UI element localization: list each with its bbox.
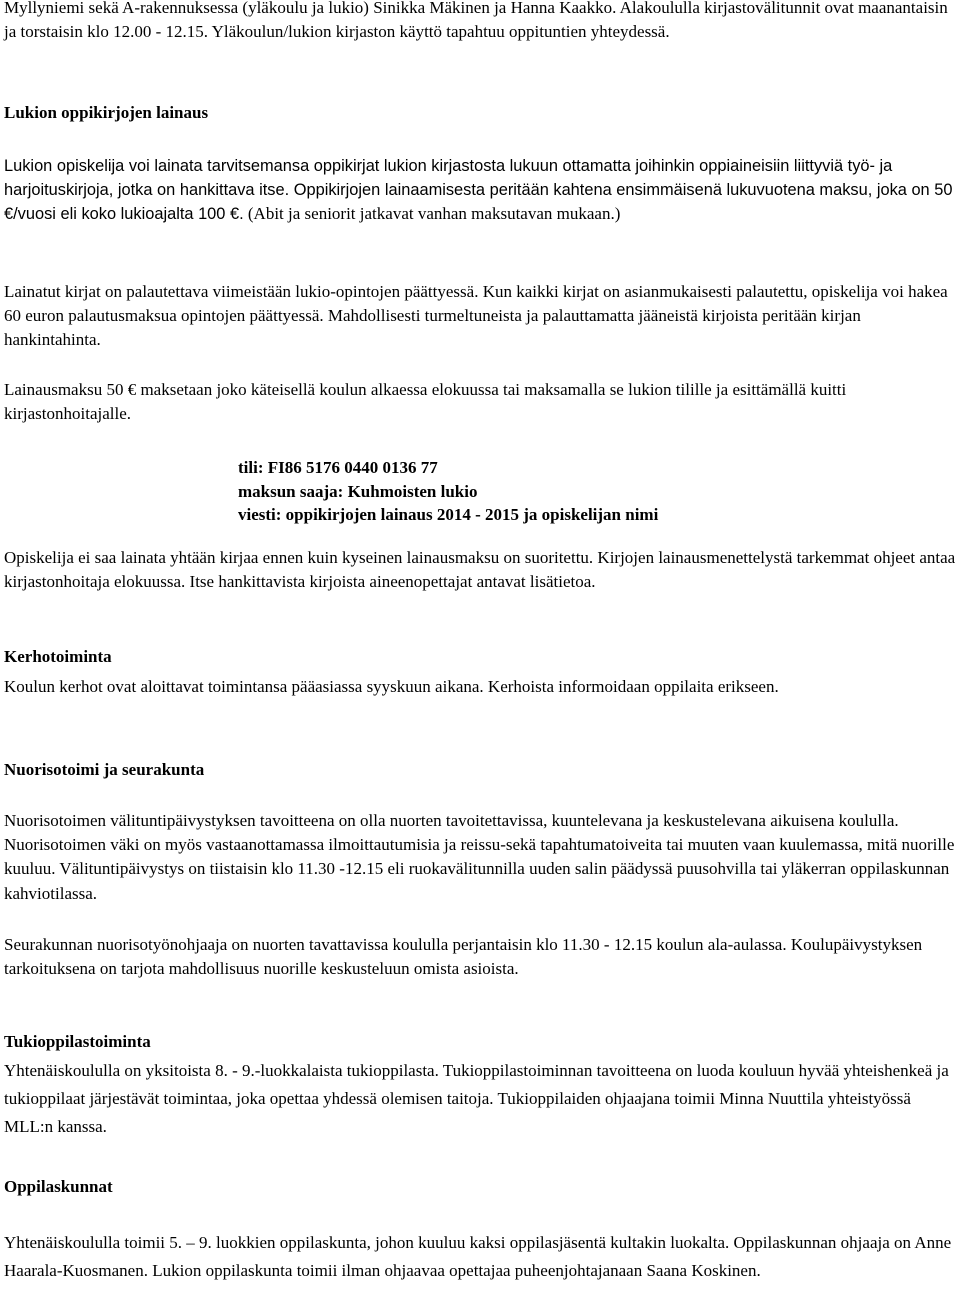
youth-paragraph-2: Seurakunnan nuorisotyönohjaaja on nuorten tavattavissa koululla perjantaisin klo 11.30 - 12.15 koulun ala-aulassa. Koulupäivystyksen tarkoituksena on tarjota mahdollisuus nuorille keskusteluun omista asioista.	[4, 935, 923, 979]
section-heading-student-councils: Oppilaskunnat	[4, 1177, 113, 1196]
loans-paragraph-1-note: (Abit ja seniorit jatkavat vanhan maksutavan mukaan.)	[243, 204, 621, 224]
payment-message: viesti: oppikirjojen lainaus 2014 - 2015 ja opiskelijan nimi	[238, 505, 659, 524]
clubs-paragraph: Koulun kerhot ovat aloittavat toimintansa pääasiassa syyskuun aikana. Kerhoista informoidaan oppilaita erikseen.	[4, 677, 779, 696]
loans-paragraph-4: Opiskelija ei saa lainata yhtään kirjaa ennen kuin kyseinen lainausmaksu on suoritettu. Kirjojen lainausmenettelystä tarkemmat ohjeet antaa kirjastonhoitaja elokuussa. Itse hankittavista kirjoista aineenopettajat antavat lisätietoa.	[4, 548, 956, 592]
payment-account: tili: FI86 5176 0440 0136 77	[238, 458, 438, 477]
student-councils-paragraph: Yhtenäiskoululla toimii 5. – 9. luokkien oppilaskunta, johon kuuluu kaksi oppilasjäsentä kultakin luokalta. Oppilaskunnan ohjaaja on Anne Haarala-Kuosmanen. Lukion oppilaskunta toimii ilman ohjaavaa opettajaa puheenjohtajanaan Saana Koskinen.	[4, 1233, 952, 1280]
payment-details	[238, 456, 658, 527]
loans-paragraph-2: Lainatut kirjat on palautettava viimeistään lukio-opintojen päättyessä. Kun kaikki kirjat on asianmukaisesti palautettu, opiskelija voi hakea 60 euron palautusmaksua opintojen päättyessä. Mahdollisesti turmeltuneista ja palauttamatta jääneistä kirjoista peritään kirjan hankintahinta.	[4, 282, 948, 350]
section-heading-youth: Nuorisotoimi ja seurakunta	[4, 760, 205, 779]
loans-paragraph-1	[4, 154, 956, 227]
intro-paragraph: Myllyniemi sekä A-rakennuksessa (yläkoulu ja lukio) Sinikka Mäkinen ja Hanna Kaakko. Alakoululla kirjastovälitunnit ovat maanantaisin ja torstaisin klo 12.00 - 12.15. Yläkoulun/lukion kirjaston käyttö tapahtuu oppituntien yhteydessä.	[4, 0, 948, 42]
section-heading-textbook-loans: Lukion oppikirjojen lainaus	[4, 103, 209, 122]
payment-payee: maksun saaja: Kuhmoisten lukio	[238, 481, 478, 501]
loans-paragraph-3: Lainausmaksu 50 € maksetaan joko käteisellä koulun alkaessa elokuussa tai maksamalla se lukion tilille ja esittämällä kuitti kirjastonhoitajalle.	[4, 380, 847, 424]
youth-paragraph-1: Nuorisotoimen välituntipäivystyksen tavoitteena on olla nuorten tavoitettavissa, kuuntelevana ja keskustelevana aikuisena koululla. Nuorisotoimen väki on myös vastaanottamassa ilmoittautumisia ja reissu-sekä tapahtumatoiveita tai muuten vaan kuulemassa, mitä nuorille kuuluu. Välituntipäivystys on tiistaisin klo 11.30 -12.15 eli ruokavälitunnilla uuden salin päädyssä puusohvilla tai yläkerran oppilaskunnan kahviotilassa.	[4, 811, 955, 903]
section-heading-clubs: Kerhotoiminta	[4, 647, 112, 666]
tutors-paragraph: Yhtenäiskoululla on yksitoista 8. - 9.-luokkalaista tukioppilasta. Tukioppilastoiminnan tavoitteena on luoda kouluun hyvää yhteishenkeä ja tukioppilaat järjestävät toimintaa, joka opettaa yhdessä olemisen taitoja. Tukioppilaiden ohjaajana toimii Minna Nuuttila yhteistyössä MLL:n kanssa.	[4, 1061, 949, 1136]
loans-paragraph-1-main: Lukion opiskelija voi lainata tarvitsemansa oppikirjat lukion kirjastosta lukuun ottamatta joihinkin oppiaineisiin liittyviä työ- ja harjoituskirjoja, jotka on hankittava itse. Oppikirjojen lainaamisesta peritään kahtena ensimmäisenä lukuvuotena maksu, joka on 50 €/vuosi eli koko lukioajalta 100 €.	[4, 157, 953, 224]
section-heading-tutors: Tukioppilastoiminta	[4, 1032, 151, 1051]
